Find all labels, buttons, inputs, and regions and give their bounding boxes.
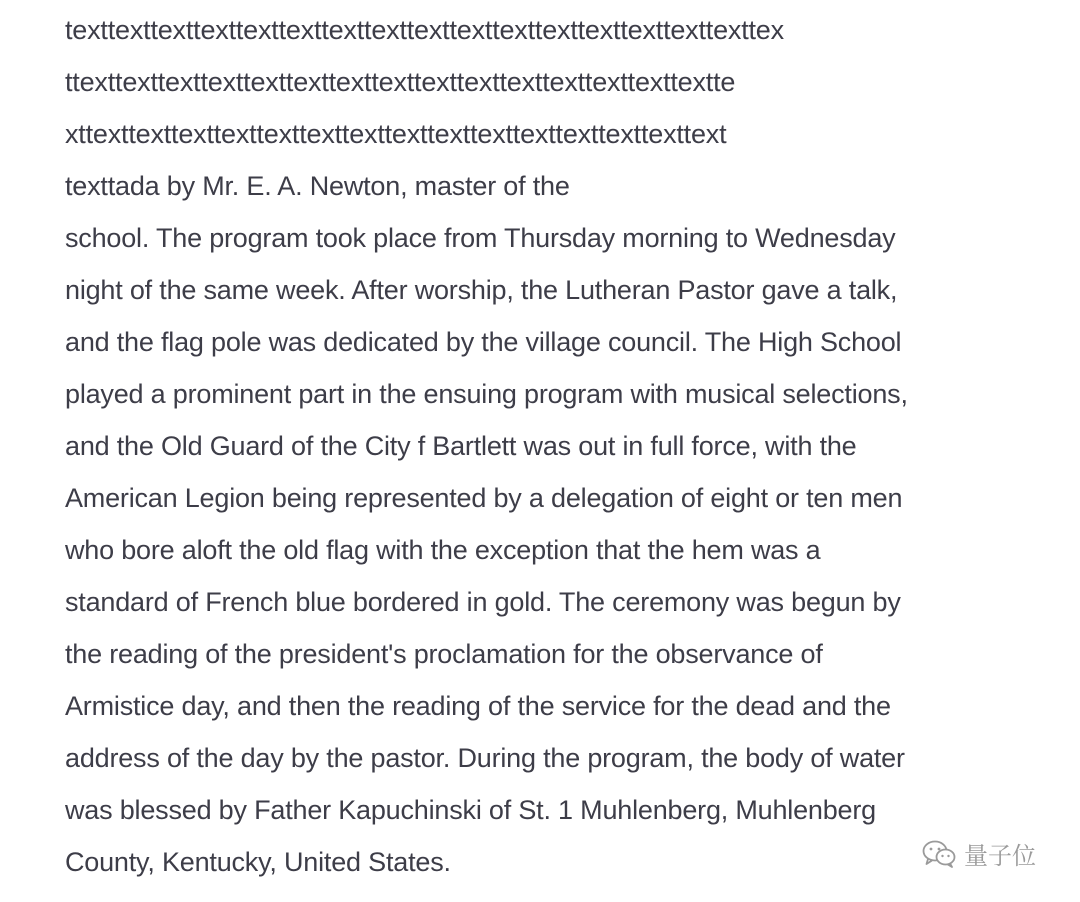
text-line: texttada by Mr. E. A. Newton, master of the	[65, 171, 570, 201]
text-line: Armistice day, and then the reading of the service for the dead and the	[65, 691, 891, 721]
text-line: address of the day by the pastor. During the program, the body of water	[65, 743, 905, 773]
text-line: County, Kentucky, United States.	[65, 847, 451, 877]
watermark	[922, 836, 1036, 871]
text-line: ttexttexttexttexttexttexttexttexttexttexttexttexttexttexttextte	[65, 67, 736, 97]
text-line: who bore aloft the old flag with the exception that the hem was a	[65, 535, 821, 565]
text-line: texttexttexttexttexttexttexttexttexttexttexttexttexttexttexttexttex	[65, 15, 784, 45]
text-line: xttexttexttexttexttexttexttexttexttexttexttexttexttexttexttext	[65, 119, 727, 149]
text-line: was blessed by Father Kapuchinski of St. 1 Muhlenberg, Muhlenberg	[65, 795, 876, 825]
watermark-text: 量子位	[964, 842, 1036, 870]
text-line: American Legion being represented by a delegation of eight or ten men	[65, 483, 903, 513]
text-line: night of the same week. After worship, the Lutheran Pastor gave a talk,	[65, 275, 898, 305]
document-text	[65, 8, 1025, 892]
text-line: and the flag pole was dedicated by the village council. The High School	[65, 327, 902, 357]
text-line: standard of French blue bordered in gold. The ceremony was begun by	[65, 587, 901, 617]
text-line: school. The program took place from Thursday morning to Wednesday	[65, 223, 896, 253]
text-line: and the Old Guard of the City f Bartlett was out in full force, with the	[65, 431, 857, 461]
text-line: played a prominent part in the ensuing program with musical selections,	[65, 379, 908, 409]
text-line: the reading of the president's proclamation for the observance of	[65, 639, 823, 669]
wechat-icon	[922, 840, 956, 868]
